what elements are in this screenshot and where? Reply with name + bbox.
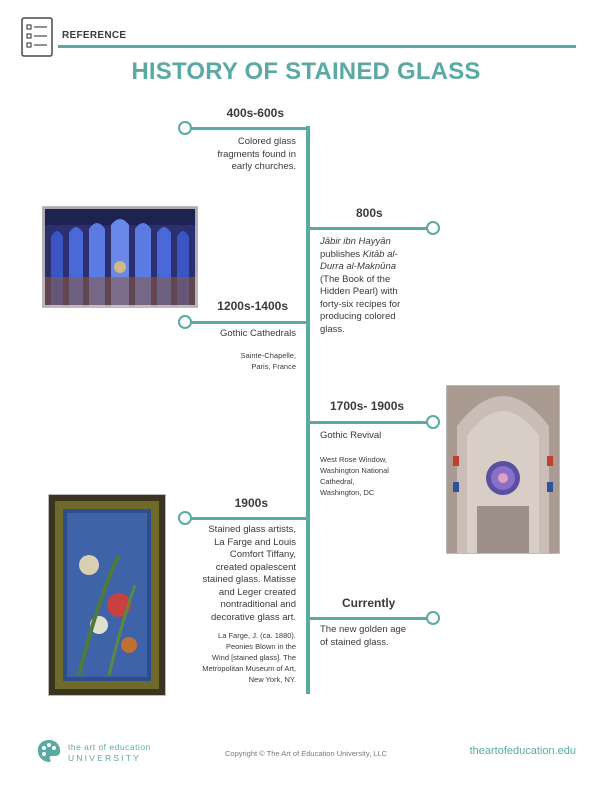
header-label: REFERENCE — [62, 30, 127, 41]
checklist-icon — [20, 16, 54, 58]
desc-1900s: Stained glass artists, La Farge and Louis Comfort Tiffany, created opalescent stained glass. Matisse and Leger created nontraditional and decorative glass art. — [202, 524, 296, 623]
era-800s: 800s — [356, 206, 383, 220]
footer-url-link[interactable]: theartofeducation.edu — [469, 745, 576, 757]
desc-800s: Jābir ibn Hayyān publishes Kitāb al- Durra al-Maknūna (The Book of the Hidden Pearl) with forty-six recipes for producing colored glass. — [320, 236, 401, 335]
footer-copyright: Copyright © The Art of Education University, LLC — [225, 749, 387, 758]
node-400s — [178, 121, 192, 135]
footer-brand: the art of education UNIVERSITY — [68, 742, 151, 763]
sainte-chapelle-photo — [42, 206, 198, 308]
era-1200s: 1200s-1400s — [217, 299, 288, 313]
desc-1700s: Gothic Revival — [320, 430, 382, 441]
branch-400s — [190, 127, 308, 130]
header-divider — [58, 45, 576, 48]
caption-1900s: La Farge, J. (ca. 1880). Peonies Blown in the Wind [stained glass]. The Metropolitan Museum of Art, New York, NY. — [202, 631, 296, 684]
timeline-spine — [306, 126, 310, 694]
caption-1700s: West Rose Window, Washington National Cathedral, Washington, DC — [320, 455, 389, 497]
desc-currently: The new golden age of stained glass. — [320, 624, 407, 648]
branch-800s — [308, 227, 428, 230]
la-farge-peonies-photo — [48, 494, 166, 696]
node-1700s — [426, 415, 440, 429]
desc-1200s: Gothic Cathedrals — [219, 328, 296, 339]
node-800s — [426, 221, 440, 235]
washington-cathedral-photo — [446, 385, 560, 554]
branch-1700s — [308, 421, 428, 424]
era-1700s: 1700s- 1900s — [330, 399, 405, 413]
branch-1900s — [190, 517, 308, 520]
node-1900s — [178, 511, 192, 525]
desc-400s: Colored glass fragments found in early churches. — [217, 136, 296, 172]
era-400s: 400s-600s — [226, 106, 284, 120]
era-currently: Currently — [342, 596, 396, 610]
branch-currently — [308, 617, 428, 620]
node-currently — [426, 611, 440, 625]
node-1200s — [178, 315, 192, 329]
branch-1200s — [190, 321, 308, 324]
caption-1200s: Sainte-Chapelle, Paris, France — [240, 351, 296, 371]
era-1900s: 1900s — [234, 496, 268, 510]
page-title: HISTORY OF STAINED GLASS — [131, 58, 481, 85]
